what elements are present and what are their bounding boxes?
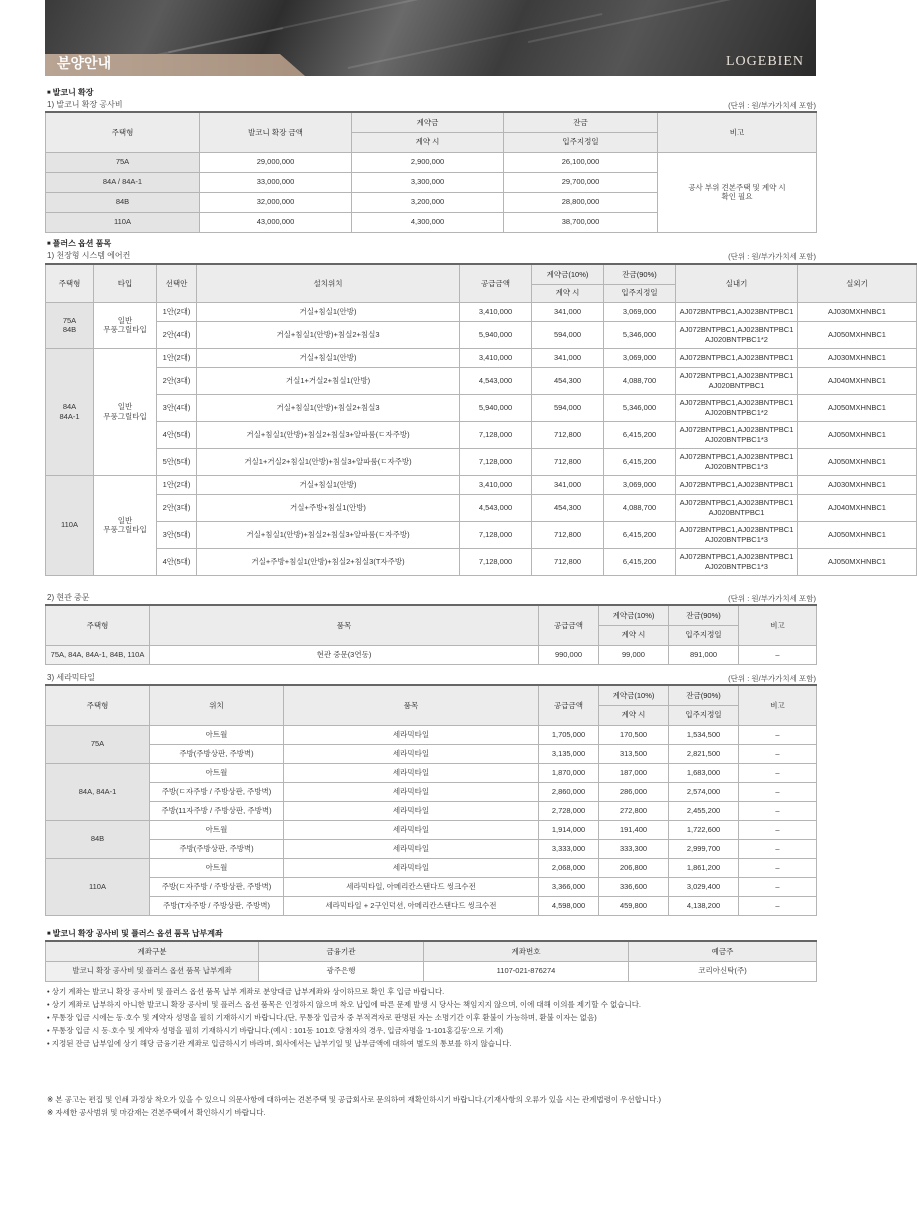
cell-outdoor: AJ040MXHNBC1	[798, 494, 917, 521]
cell-deposit: 313,500	[599, 744, 669, 763]
door-table	[45, 604, 817, 665]
col-header-deposit-when: 계약 시	[599, 705, 669, 725]
cell-item: 세라믹타일	[284, 763, 539, 782]
cell-location: 거실+침실1(안방)	[197, 475, 460, 494]
cell-note: –	[739, 839, 817, 858]
cell-deposit: 272,800	[599, 801, 669, 820]
cell-choice: 5안(5대)	[157, 448, 197, 475]
cell-item: 세라믹타일	[284, 782, 539, 801]
cell-deposit: 187,000	[599, 763, 669, 782]
cell-type: 75A, 84A, 84A-1, 84B, 110A	[46, 645, 150, 664]
tile-unit: (단위 : 원/부가가치세 포함)	[728, 674, 816, 683]
cell-outdoor: AJ030MXHNBC1	[798, 348, 917, 367]
table-row	[46, 782, 817, 801]
cell-deposit: 341,000	[532, 348, 604, 367]
cell-price: 1,705,000	[539, 725, 599, 744]
cell-type: 84A / 84A-1	[46, 172, 200, 192]
cell-price: 2,728,000	[539, 801, 599, 820]
table-row	[46, 820, 817, 839]
cell-price: 3,410,000	[460, 302, 532, 321]
col-header-indoor: 실내기	[676, 264, 798, 302]
cell-deposit: 712,800	[532, 421, 604, 448]
cell-item: 세라믹타일	[284, 839, 539, 858]
cell-balance: 6,415,200	[604, 548, 676, 575]
cell-balance: 3,069,000	[604, 302, 676, 321]
col-header-item: 품목	[284, 685, 539, 725]
col-header-type: 주택형	[46, 685, 150, 725]
aircon-sub-title: 1) 천장형 시스템 에어컨	[47, 251, 131, 260]
cell-location: 거실+침실1(안방)+침실2+침실3+알파룸(ㄷ자주방)	[197, 521, 460, 548]
col-header-deposit-when: 계약 시	[532, 284, 604, 302]
cell-deposit: 712,800	[532, 521, 604, 548]
col-header-balance-when: 입주지정일	[669, 625, 739, 645]
col-header-price: 공급금액	[460, 264, 532, 302]
cell-kind: 발코니 확장 공사비 및 플러스 옵션 품목 납부계좌	[46, 961, 259, 981]
cell-type: 110A	[46, 858, 150, 915]
cell-balance: 2,574,000	[669, 782, 739, 801]
table-row	[46, 839, 817, 858]
header-banner	[45, 0, 816, 76]
cell-outdoor: AJ050MXHNBC1	[798, 421, 917, 448]
cell-location: 거실1+거실2+침실1(안방)+침실3+알파룸(ㄷ자주방)	[197, 448, 460, 475]
cell-item: 세라믹타일	[284, 725, 539, 744]
cell-outdoor: AJ050MXHNBC1	[798, 394, 917, 421]
cell-price: 7,128,000	[460, 448, 532, 475]
cell-deposit: 3,200,000	[352, 192, 504, 212]
table-row	[46, 394, 917, 421]
cell-location: 주방(ㄷ자주방 / 주방상판, 주방벽)	[150, 877, 284, 896]
cell-holder: 코리아신탁(주)	[629, 961, 817, 981]
table-row	[46, 725, 817, 744]
cell-location: 거실+주방+침실1(안방)+침실2+침실3(T자주방)	[197, 548, 460, 575]
table-row	[46, 961, 817, 981]
cell-account-number: 1107-021-876274	[424, 961, 629, 981]
tile-sub-title: 3) 세라믹타일	[47, 673, 95, 682]
cell-item: 세라믹타일	[284, 858, 539, 877]
cell-type: 84A 84A-1	[46, 348, 94, 475]
cell-price: 5,940,000	[460, 394, 532, 421]
cell-note: –	[739, 896, 817, 915]
balcony-section-title: ■ 발코니 확장	[47, 87, 94, 98]
table-row	[46, 321, 917, 348]
cell-indoor: AJ072BNTPBC1,AJ023BNTPBC1 AJ020BNTPBC1	[676, 494, 798, 521]
cell-type: 84A, 84A-1	[46, 763, 150, 820]
cell-deposit: 341,000	[532, 302, 604, 321]
table-row	[46, 896, 817, 915]
cell-note: –	[739, 801, 817, 820]
cell-item: 세라믹타일	[284, 744, 539, 763]
cell-item: 세라믹타일, 아메리칸스탠다드 씽크수전	[284, 877, 539, 896]
col-header-balance-when: 입주지정일	[504, 132, 658, 152]
table-row	[46, 858, 817, 877]
cell-deposit: 4,300,000	[352, 212, 504, 232]
col-header-balance: 잔금(90%)	[604, 264, 676, 284]
cell-outdoor: AJ030MXHNBC1	[798, 302, 917, 321]
cell-balance: 6,415,200	[604, 521, 676, 548]
cell-outdoor: AJ050MXHNBC1	[798, 521, 917, 548]
cell-balance: 28,800,000	[504, 192, 658, 212]
col-header-holder: 예금주	[629, 941, 817, 961]
cell-type: 110A	[46, 475, 94, 575]
table-row	[46, 348, 917, 367]
cell-indoor: AJ072BNTPBC1,AJ023BNTPBC1 AJ020BNTPBC1*2	[676, 394, 798, 421]
cell-balance: 4,088,700	[604, 367, 676, 394]
cell-location: 거실+침실1(안방)+침실2+침실3+알파룸(ㄷ자주방)	[197, 421, 460, 448]
cell-balance: 2,821,500	[669, 744, 739, 763]
cell-type: 84B	[46, 192, 200, 212]
cell-deposit: 206,800	[599, 858, 669, 877]
cell-choice: 1안(2대)	[157, 348, 197, 367]
cell-deposit: 191,400	[599, 820, 669, 839]
cell-note: –	[739, 744, 817, 763]
col-header-note: 비고	[739, 685, 817, 725]
cell-outdoor: AJ050MXHNBC1	[798, 448, 917, 475]
cell-price: 7,128,000	[460, 548, 532, 575]
cell-balance: 5,346,000	[604, 321, 676, 348]
cell-note: 공사 부위 견본주택 및 계약 시 확인 필요	[658, 152, 817, 232]
footer-line: ※ 본 공고는 편집 및 인쇄 과정상 착오가 있을 수 있으니 의문사항에 대하여는 견본주택 및 공급회사로 문의하여 재확인하시기 바랍니다.(기재사항의 오류가 있을 시는 관계법령이 우선합니다.)	[47, 1095, 661, 1104]
cell-amount: 33,000,000	[200, 172, 352, 192]
table-row	[46, 367, 917, 394]
cell-price: 3,410,000	[460, 475, 532, 494]
cell-deposit: 333,300	[599, 839, 669, 858]
cell-outdoor: AJ050MXHNBC1	[798, 548, 917, 575]
cell-location: 주방(11자주방 / 주방상판, 주방벽)	[150, 801, 284, 820]
cell-choice: 3안(4대)	[157, 394, 197, 421]
cell-price: 3,366,000	[539, 877, 599, 896]
cell-price: 3,333,000	[539, 839, 599, 858]
col-header-balance-when: 입주지정일	[604, 284, 676, 302]
cell-deposit: 712,800	[532, 448, 604, 475]
cell-location: 거실+침실1(안방)	[197, 302, 460, 321]
table-row	[46, 801, 817, 820]
cell-type: 84B	[46, 820, 150, 858]
col-header-deposit-when: 계약 시	[352, 132, 504, 152]
note-line: • 지정된 잔금 납부일에 상기 해당 금융기관 계좌로 입금하시기 바라며, 회사에서는 납부기일 및 납부금액에 대하여 별도의 통보를 하지 않습니다.	[47, 1039, 512, 1048]
cell-price: 1,914,000	[539, 820, 599, 839]
balcony-unit: (단위 : 원/부가가치세 포함)	[728, 101, 816, 110]
cell-location: 주방(T자주방 / 주방상판, 주방벽)	[150, 896, 284, 915]
cell-indoor: AJ072BNTPBC1,AJ023BNTPBC1	[676, 302, 798, 321]
cell-indoor: AJ072BNTPBC1,AJ023BNTPBC1 AJ020BNTPBC1*3	[676, 548, 798, 575]
cell-price: 5,940,000	[460, 321, 532, 348]
cell-price: 990,000	[539, 645, 599, 664]
cell-deposit: 341,000	[532, 475, 604, 494]
col-header-type: 주택형	[46, 112, 200, 152]
cell-deposit: 594,000	[532, 321, 604, 348]
cell-balance: 891,000	[669, 645, 739, 664]
col-header-location: 위치	[150, 685, 284, 725]
cell-price: 4,543,000	[460, 494, 532, 521]
cell-location: 아트월	[150, 820, 284, 839]
table-row	[46, 521, 917, 548]
cell-price: 2,068,000	[539, 858, 599, 877]
notes-list	[47, 985, 641, 1050]
cell-choice: 1안(2대)	[157, 302, 197, 321]
col-header-balance: 잔금(90%)	[669, 605, 739, 625]
cell-choice: 1안(2대)	[157, 475, 197, 494]
plus-section-title: ■ 플러스 옵션 품목	[47, 238, 111, 249]
col-header-kind: 타입	[94, 264, 157, 302]
table-row	[46, 877, 817, 896]
cell-location: 아트월	[150, 858, 284, 877]
cell-type: 110A	[46, 212, 200, 232]
aircon-unit: (단위 : 원/부가가치세 포함)	[728, 252, 816, 261]
cell-indoor: AJ072BNTPBC1,AJ023BNTPBC1 AJ020BNTPBC1*3	[676, 421, 798, 448]
cell-balance: 3,069,000	[604, 475, 676, 494]
footer-notes	[47, 1093, 661, 1119]
table-row	[46, 763, 817, 782]
table-row	[46, 448, 917, 475]
cell-price: 3,135,000	[539, 744, 599, 763]
cell-price: 4,543,000	[460, 367, 532, 394]
cell-balance: 2,999,700	[669, 839, 739, 858]
col-header-note: 비고	[658, 112, 817, 152]
col-header-balance: 잔금(90%)	[669, 685, 739, 705]
cell-bank: 광주은행	[259, 961, 424, 981]
door-sub-title: 2) 현관 중문	[47, 593, 90, 602]
cell-location: 거실+침실1(안방)+침실2+침실3	[197, 394, 460, 421]
table-row	[46, 744, 817, 763]
cell-location: 아트월	[150, 763, 284, 782]
cell-price: 7,128,000	[460, 421, 532, 448]
cell-location: 주방(주방상판, 주방벽)	[150, 744, 284, 763]
col-header-number: 계좌번호	[424, 941, 629, 961]
cell-note: –	[739, 820, 817, 839]
cell-deposit: 454,300	[532, 494, 604, 521]
balcony-table	[45, 111, 817, 233]
cell-choice: 2안(3대)	[157, 494, 197, 521]
cell-balance: 6,415,200	[604, 448, 676, 475]
cell-choice: 2안(3대)	[157, 367, 197, 394]
tile-table	[45, 684, 817, 916]
cell-amount: 32,000,000	[200, 192, 352, 212]
table-row	[46, 302, 917, 321]
cell-indoor: AJ072BNTPBC1,AJ023BNTPBC1	[676, 475, 798, 494]
cell-amount: 43,000,000	[200, 212, 352, 232]
footer-line: ※ 자세한 공사범위 및 마감재는 견본주택에서 확인하시기 바랍니다.	[47, 1108, 266, 1117]
cell-kind: 일반 무풍그릴타입	[94, 348, 157, 475]
cell-choice: 4안(5대)	[157, 548, 197, 575]
col-header-price: 공급금액	[539, 685, 599, 725]
cell-balance: 1,534,500	[669, 725, 739, 744]
cell-type: 75A 84B	[46, 302, 94, 348]
col-header-location: 설치위치	[197, 264, 460, 302]
col-header-outdoor: 실외기	[798, 264, 917, 302]
cell-item: 세라믹타일 + 2구인덕션, 아메리칸스탠다드 씽크수전	[284, 896, 539, 915]
table-row	[46, 152, 817, 172]
cell-indoor: AJ072BNTPBC1,AJ023BNTPBC1 AJ020BNTPBC1*3	[676, 448, 798, 475]
cell-deposit: 454,300	[532, 367, 604, 394]
cell-note: –	[739, 877, 817, 896]
col-header-type: 주택형	[46, 264, 94, 302]
col-header-deposit: 계약금(10%)	[599, 685, 669, 705]
cell-deposit: 336,600	[599, 877, 669, 896]
col-header-price: 공급금액	[539, 605, 599, 645]
cell-kind: 일반 무풍그릴타입	[94, 475, 157, 575]
balcony-sub-title: 1) 발코니 확장 공사비	[47, 100, 123, 109]
cell-balance: 3,029,400	[669, 877, 739, 896]
cell-price: 7,128,000	[460, 521, 532, 548]
col-header-bank: 금융기관	[259, 941, 424, 961]
cell-deposit: 3,300,000	[352, 172, 504, 192]
cell-balance: 1,722,600	[669, 820, 739, 839]
col-header-deposit-when: 계약 시	[599, 625, 669, 645]
col-header-deposit: 계약금(10%)	[532, 264, 604, 284]
col-header-amount: 발코니 확장 금액	[200, 112, 352, 152]
cell-location: 거실+침실1(안방)+침실2+침실3	[197, 321, 460, 348]
cell-location: 주방(주방상판, 주방벽)	[150, 839, 284, 858]
cell-outdoor: AJ030MXHNBC1	[798, 475, 917, 494]
table-row	[46, 421, 917, 448]
cell-type: 75A	[46, 725, 150, 763]
col-header-deposit: 계약금	[352, 112, 504, 132]
col-header-note: 비고	[739, 605, 817, 645]
cell-balance: 1,861,200	[669, 858, 739, 877]
cell-price: 3,410,000	[460, 348, 532, 367]
cell-choice: 2안(4대)	[157, 321, 197, 348]
note-line: • 무통장 입금 시에는 동·호수 및 계약자 성명을 필히 기재하시기 바랍니다.(단, 무통장 입금자 중 부적격자로 판명된 자는 소명기간 이후 환불이 가능하며, 환불 이자는 없음)	[47, 1013, 597, 1022]
cell-outdoor: AJ040MXHNBC1	[798, 367, 917, 394]
account-section-title: ■ 발코니 확장 공사비 및 플러스 옵션 품목 납부계좌	[47, 928, 223, 939]
cell-deposit: 99,000	[599, 645, 669, 664]
cell-note: –	[739, 645, 817, 664]
cell-outdoor: AJ050MXHNBC1	[798, 321, 917, 348]
cell-balance: 5,346,000	[604, 394, 676, 421]
cell-location: 거실1+거실2+침실1(안방)	[197, 367, 460, 394]
cell-type: 75A	[46, 152, 200, 172]
cell-balance: 1,683,000	[669, 763, 739, 782]
cell-deposit: 170,500	[599, 725, 669, 744]
cell-balance: 6,415,200	[604, 421, 676, 448]
cell-location: 주방(ㄷ자주방 / 주방상판, 주방벽)	[150, 782, 284, 801]
cell-indoor: AJ072BNTPBC1,AJ023BNTPBC1	[676, 348, 798, 367]
cell-balance: 4,088,700	[604, 494, 676, 521]
cell-location: 거실+주방+침실1(안방)	[197, 494, 460, 521]
cell-price: 2,860,000	[539, 782, 599, 801]
col-header-deposit: 계약금(10%)	[599, 605, 669, 625]
col-header-kind: 계좌구분	[46, 941, 259, 961]
cell-deposit: 286,000	[599, 782, 669, 801]
col-header-choice: 선택안	[157, 264, 197, 302]
cell-balance: 29,700,000	[504, 172, 658, 192]
cell-choice: 4안(5대)	[157, 421, 197, 448]
cell-location: 거실+침실1(안방)	[197, 348, 460, 367]
account-table	[45, 940, 817, 982]
col-header-item: 품목	[150, 605, 539, 645]
cell-deposit: 594,000	[532, 394, 604, 421]
cell-price: 4,598,000	[539, 896, 599, 915]
cell-balance: 2,455,200	[669, 801, 739, 820]
note-line: • 상기 계좌는 발코니 확장 공사비 및 플러스 옵션 품목 납부 계좌로 분양대금 납부계좌와 상이하므로 확인 후 입금 바랍니다.	[47, 987, 445, 996]
note-line: • 무통장 입금 시 동·호수 및 계약자 성명을 필히 기재하시기 바랍니다.(예시 : 101동 101호 당첨자의 경우, 입금자명을 '1-101홍길동'으로 기재)	[47, 1026, 503, 1035]
page-title: 분양안내	[57, 55, 112, 71]
note-line: • 상기 계좌로 납부하지 아니한 발코니 확장 공사비 및 플러스 옵션 품목은 인정하지 않으며 착오 납입에 따른 문제 발생 시 당사는 책임지지 않으며, 이에 대해 이의를 제기할 수 없습니다.	[47, 1000, 642, 1009]
cell-item: 세라믹타일	[284, 820, 539, 839]
cell-balance: 26,100,000	[504, 152, 658, 172]
brand-logo: LOGEBIEN	[726, 54, 804, 69]
table-row	[46, 548, 917, 575]
col-header-type: 주택형	[46, 605, 150, 645]
cell-price: 1,870,000	[539, 763, 599, 782]
cell-balance: 3,069,000	[604, 348, 676, 367]
cell-note: –	[739, 725, 817, 744]
cell-location: 아트월	[150, 725, 284, 744]
cell-amount: 29,000,000	[200, 152, 352, 172]
cell-balance: 4,138,200	[669, 896, 739, 915]
aircon-table	[45, 263, 917, 576]
cell-deposit: 459,800	[599, 896, 669, 915]
cell-balance: 38,700,000	[504, 212, 658, 232]
cell-item: 현관 중문(3연동)	[150, 645, 539, 664]
table-row	[46, 645, 817, 664]
cell-choice: 3안(5대)	[157, 521, 197, 548]
cell-note: –	[739, 763, 817, 782]
table-row	[46, 475, 917, 494]
cell-note: –	[739, 858, 817, 877]
table-row	[46, 494, 917, 521]
col-header-balance: 잔금	[504, 112, 658, 132]
cell-deposit: 2,900,000	[352, 152, 504, 172]
cell-item: 세라믹타일	[284, 801, 539, 820]
cell-indoor: AJ072BNTPBC1,AJ023BNTPBC1 AJ020BNTPBC1*3	[676, 521, 798, 548]
col-header-balance-when: 입주지정일	[669, 705, 739, 725]
cell-kind: 일반 무풍그릴타입	[94, 302, 157, 348]
cell-indoor: AJ072BNTPBC1,AJ023BNTPBC1 AJ020BNTPBC1*2	[676, 321, 798, 348]
door-unit: (단위 : 원/부가가치세 포함)	[728, 594, 816, 603]
cell-indoor: AJ072BNTPBC1,AJ023BNTPBC1 AJ020BNTPBC1	[676, 367, 798, 394]
cell-deposit: 712,800	[532, 548, 604, 575]
cell-note: –	[739, 782, 817, 801]
